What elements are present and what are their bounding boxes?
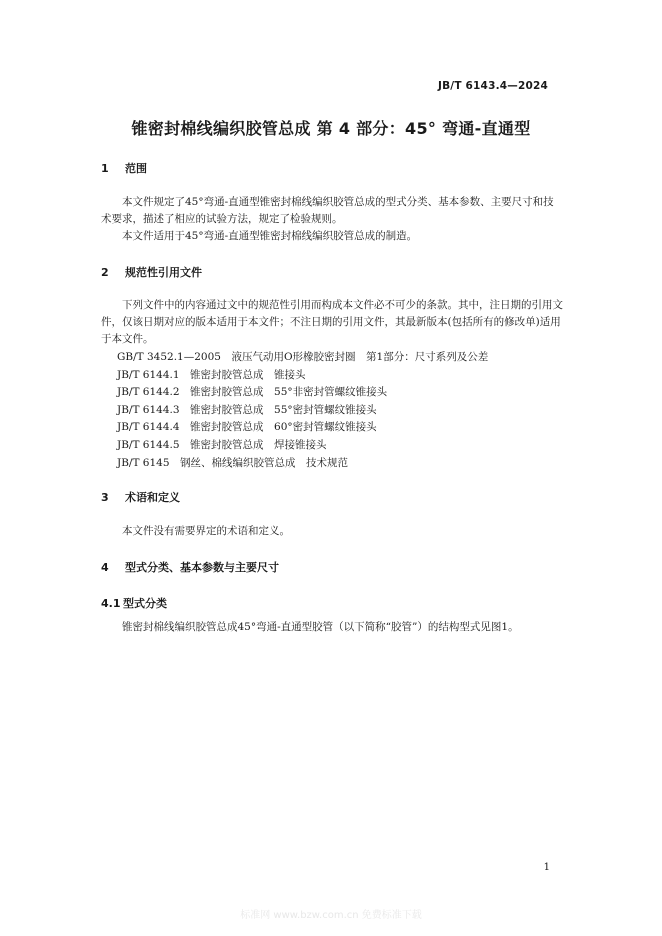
type-classification-paragraph: 锥密封棉线编织胶管总成45°弯通-直通型胶管（以下简称“胶管”）的结构型式见图1。 — [122, 621, 519, 633]
section-number: 4 — [101, 561, 109, 574]
section-number: 3 — [101, 491, 109, 504]
reference-item: JB/T 6144.4 锥密封胶管总成 60°密封管螺纹锥接头 — [117, 421, 377, 434]
section-title: 规范性引用文件 — [125, 266, 202, 279]
section-title: 型式分类 — [123, 597, 167, 610]
section-2-heading — [101, 264, 202, 280]
section-title: 范围 — [125, 162, 147, 175]
document-title: 锥密封棉线编织胶管总成 第 4 部分：45° 弯通-直通型 — [131, 119, 531, 138]
reference-item: JB/T 6144.2 锥密封胶管总成 55°非密封管螺纹锥接头 — [117, 386, 388, 399]
section-1-heading — [101, 160, 147, 176]
reference-item: JB/T 6145 钢丝、棉线编织胶管总成 技术规范 — [117, 456, 349, 469]
reference-item: JB/T 6144.5 锥密封胶管总成 焊接锥接头 — [117, 438, 327, 451]
reference-item: JB/T 6144.3 锥密封胶管总成 55°密封管螺纹锥接头 — [117, 403, 377, 416]
section-3-heading — [101, 489, 180, 505]
section-title: 术语和定义 — [125, 491, 180, 504]
reference-item: GB/T 3452.1—2005 液压气动用O形橡胶密封圈 第1部分：尺寸系列及公差 — [117, 351, 489, 363]
reference-item: JB/T 6144.1 锥密封胶管总成 锥接头 — [117, 368, 306, 381]
section-number: 1 — [101, 162, 109, 175]
section-number: 4.1 — [101, 597, 121, 610]
terms-paragraph: 本文件没有需要界定的术语和定义。 — [122, 525, 290, 537]
section-title: 型式分类、基本参数与主要尺寸 — [125, 561, 279, 574]
footer-watermark: 标准网 www.bzw.com.cn 免费标准下载 — [240, 910, 422, 921]
scope-paragraph-2: 本文件适用于45°弯通-直通型锥密封棉线编织胶管总成的制造。 — [122, 230, 418, 242]
scope-paragraph-1: 本文件规定了45°弯通-直通型锥密封棉线编织胶管总成的型式分类、基本参数、主要尺寸和技术要求，描述了相应的试验方法，规定了检验规则。 — [101, 196, 554, 225]
section-number: 2 — [101, 266, 109, 279]
section-4-1-heading — [101, 595, 167, 611]
reference-list — [101, 349, 488, 472]
document-code: JB/T 6143.4—2024 — [437, 80, 548, 92]
page-number: 1 — [543, 862, 550, 873]
section-4-heading — [101, 559, 279, 575]
normative-references-paragraph: 下列文件中的内容通过文中的规范性引用而构成本文件必不可少的条款。其中，注日期的引用文件，仅该日期对应的版本适用于本文件；不注日期的引用文件，其最新版本(包括所有的修改单)适用于本文件。 — [101, 299, 563, 345]
